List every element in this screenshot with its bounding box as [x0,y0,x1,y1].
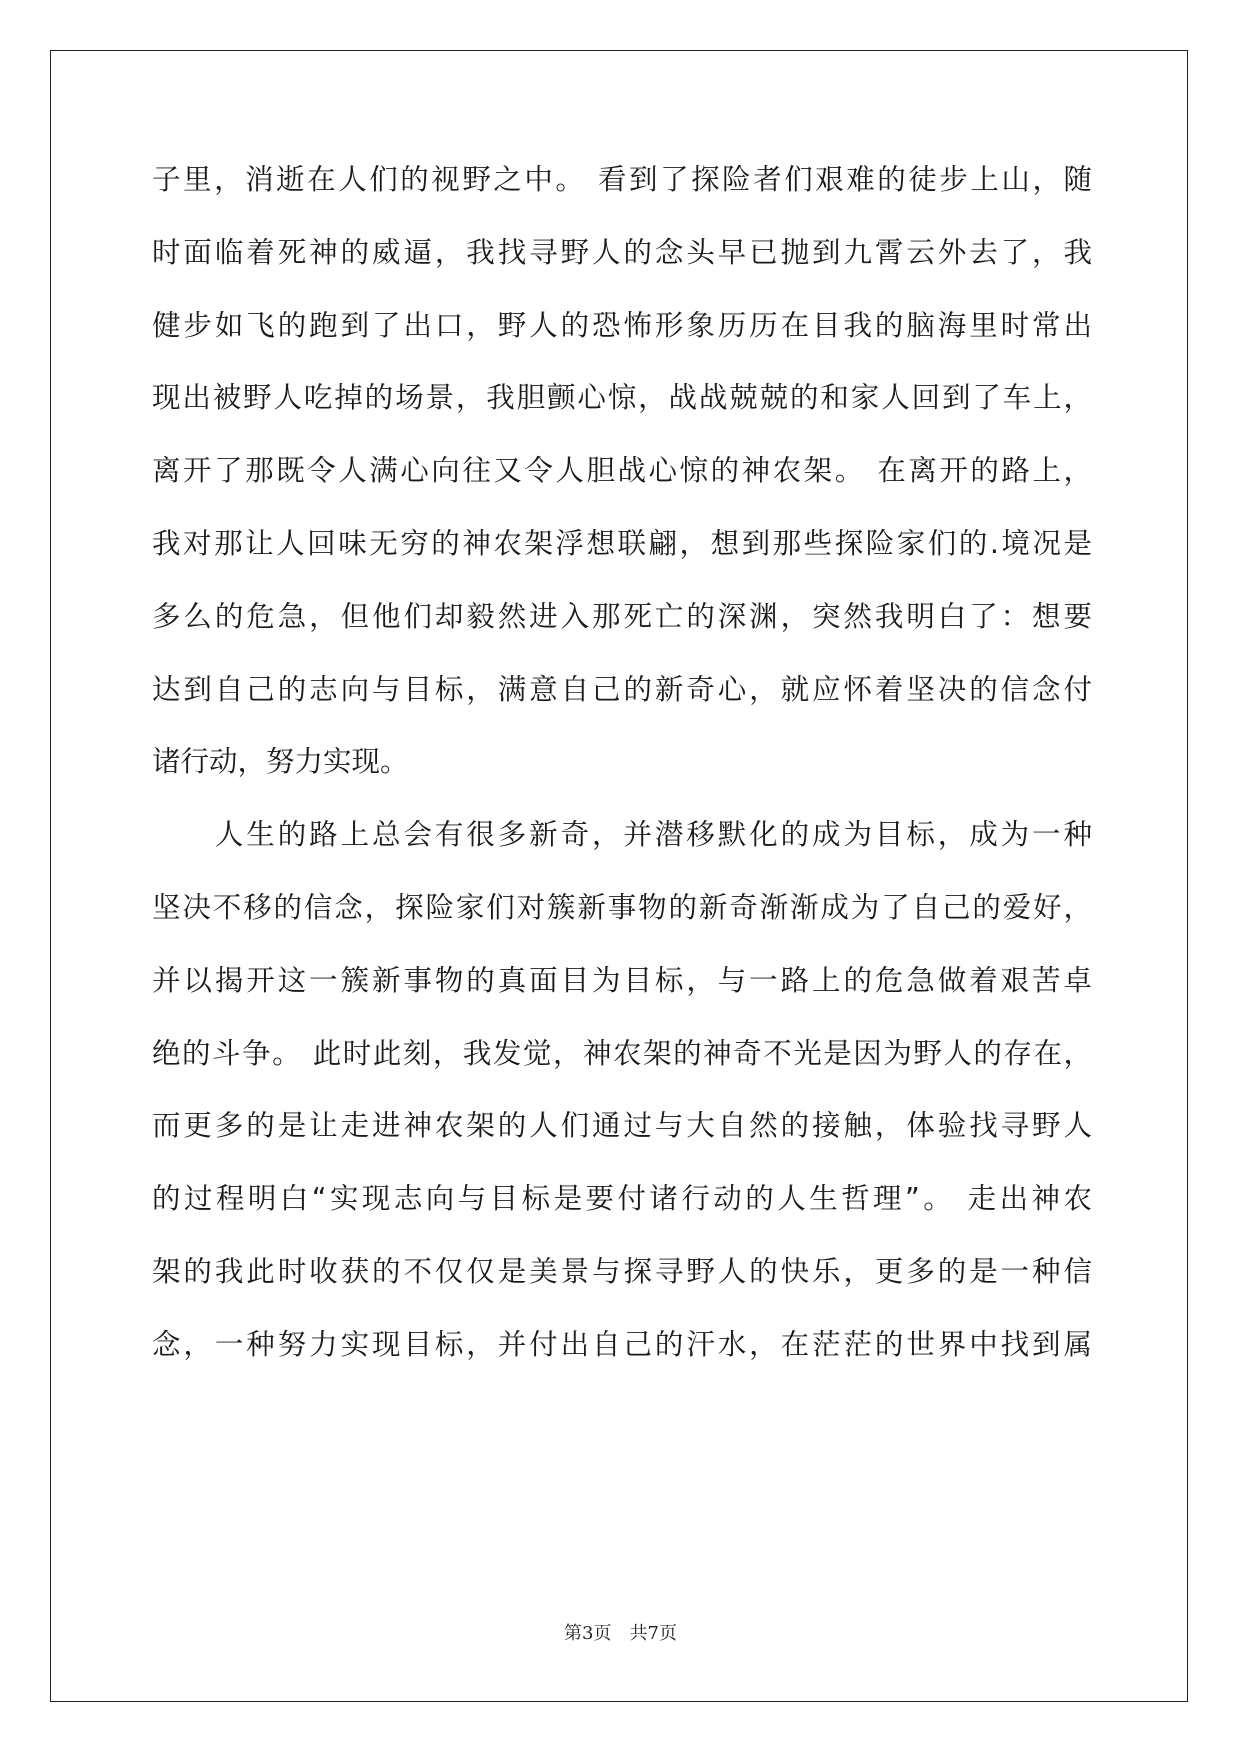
text-line: 而更多的是让走进神农架的人们通过与大自然的接触，体验找寻野人 [152,1109,1092,1143]
text-line: 我对那让人回味无穷的神农架浮想联翩，想到那些探险家们的.境况是 [152,527,1092,560]
page-number: 第3页 共7页 [564,1623,677,1644]
text-line: 人生的路上总会有很多新奇，并潜移默化的成为目标，成为一种 [152,818,1092,852]
text-line: 绝的斗争。 此时此刻，我发觉，神农架的神奇不光是因为野人的存在， [152,1036,1092,1070]
text-line: 的过程明白“实现志向与目标是要付诸行动的人生哲理”。 走出神农 [152,1182,1092,1216]
text-line: 架的我此时收获的不仅仅是美景与探寻野人的快乐，更多的是一种信 [152,1255,1092,1288]
page-border [50,50,1188,1702]
text-line: 离开了那既令人满心向往又令人胆战心惊的神农架。 在离开的路上， [152,454,1092,488]
text-line: 诸行动，努力实现。 [152,745,409,779]
text-line: 时面临着死神的威逼，我找寻野人的念头早已抛到九霄云外去了，我 [152,235,1092,269]
text-line: 并以揭开这一簇新事物的真面目为目标，与一路上的危急做着艰苦卓 [152,963,1092,997]
text-line: 健步如飞的跑到了出口，野人的恐怖形象历历在目我的脑海里时常出 [152,308,1092,342]
text-line: 念，一种努力实现目标，并付出自己的汗水，在茫茫的世界中找到属 [152,1327,1092,1361]
text-line: 坚决不移的信念，探险家们对簇新事物的新奇渐渐成为了自己的爱好， [152,891,1092,924]
text-line: 达到自己的志向与目标，满意自己的新奇心，就应怀着坚决的信念付 [152,672,1092,706]
text-line: 多么的危急，但他们却毅然进入那死亡的深渊，突然我明白了：想要 [152,599,1092,633]
text-line: 现出被野人吃掉的场景，我胆颤心惊，战战兢兢的和家人回到了车上， [152,381,1092,415]
text-line: 子里，消逝在人们的视野之中。 看到了探险者们艰难的徒步上山，随 [152,163,1092,196]
